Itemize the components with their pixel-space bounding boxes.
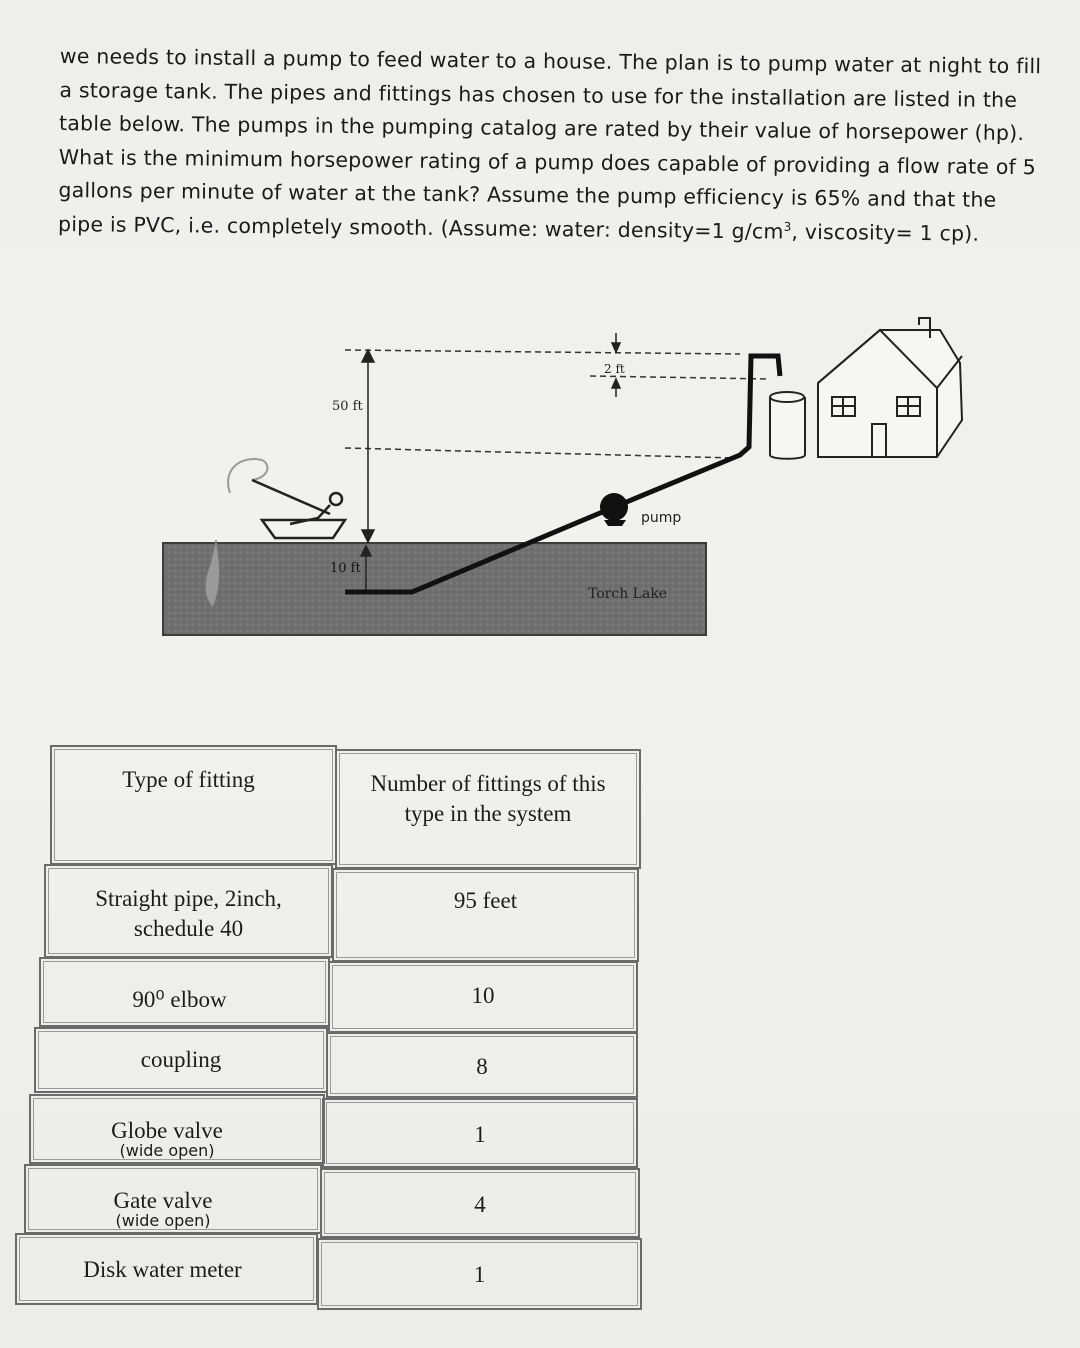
row-3-fitting-text: coupling (140, 1047, 222, 1072)
row-5-count-text: 4 (474, 1192, 486, 1217)
problem-text-main: we needs to install a pump to feed water to a house. The plan is to pump water at night to fill a storage tank. The pipes and fittings has chosen to use for the installation are listed in the table below. The pumps in the pumping catalog are rated by their value of horsepower (hp). What is the minimum horsepower rating of a pump does capable of providing a flow rate of 5 gallons per minute of water at the tank? Assume the pump efficiency is 65% and that the pipe is PVC, i.e. completely smooth. (Assume: water: density=1 g/cm (57, 43, 1042, 244)
table-row-2-count (328, 961, 638, 1033)
label-2ft: 2 ft (604, 362, 625, 376)
row-2-fitting-text: 90⁰ elbow (132, 987, 227, 1012)
label-10ft: 10 ft (330, 561, 361, 576)
row-4-fitting-wrap (11, 1118, 323, 1160)
row-5-fitting-wrap (6, 1188, 320, 1230)
header-type-of-fitting (50, 745, 337, 865)
row-6-count-text: 1 (473, 1262, 486, 1287)
header-col2-text: Number of fittings of this type in the system (370, 771, 606, 826)
table-row-6-fitting (15, 1233, 318, 1305)
row-4-fitting-note: (wide open) (119, 1141, 215, 1160)
superscript-3: 3 (783, 219, 792, 234)
table-row-3-count (326, 1032, 638, 1098)
row-2-count-text: 10 (471, 983, 495, 1008)
row-5-fitting-text: Gate valve (113, 1188, 213, 1213)
table-row-3-fitting (34, 1027, 328, 1093)
label-pump: pump (641, 510, 682, 526)
table-row-1-count (332, 868, 639, 962)
table-row-4-fitting (29, 1094, 325, 1164)
row-4-count-text: 1 (474, 1122, 486, 1147)
table-row-2-fitting (39, 957, 330, 1027)
fishing-line-icon (228, 459, 267, 493)
row-3-count-text: 8 (476, 1054, 488, 1079)
boat-icon (252, 480, 345, 538)
problem-statement (58, 40, 1045, 251)
row-1-fitting-text: Straight pipe, 2inch, schedule 40 (95, 886, 282, 941)
label-torch-lake: Torch Lake (588, 586, 668, 602)
row-1-count-text: 95 feet (453, 888, 518, 913)
header-number-of-fittings (335, 749, 641, 869)
row-6-fitting-text: Disk water meter (83, 1257, 242, 1282)
table-row-5-count (320, 1168, 640, 1238)
pump-system-diagram (0, 300, 1080, 645)
row-5-fitting-note: (wide open) (115, 1211, 211, 1230)
header-col1-text: Type of fitting (122, 767, 255, 792)
pump-icon (600, 493, 628, 526)
table-row-1-fitting (44, 864, 333, 958)
row-4-fitting-text: Globe valve (111, 1118, 223, 1143)
problem-text-end: , viscosity= 1 cp). (791, 219, 980, 246)
reference-lines (345, 350, 770, 458)
house-icon (818, 318, 962, 457)
dimension-50ft (362, 350, 374, 542)
label-50ft: 50 ft (332, 399, 363, 414)
problem-text (58, 40, 1045, 251)
table-row-6-count (317, 1238, 642, 1310)
table-row-4-count (322, 1098, 638, 1168)
table-row-5-fitting (24, 1164, 322, 1234)
storage-tank-icon (770, 392, 805, 459)
